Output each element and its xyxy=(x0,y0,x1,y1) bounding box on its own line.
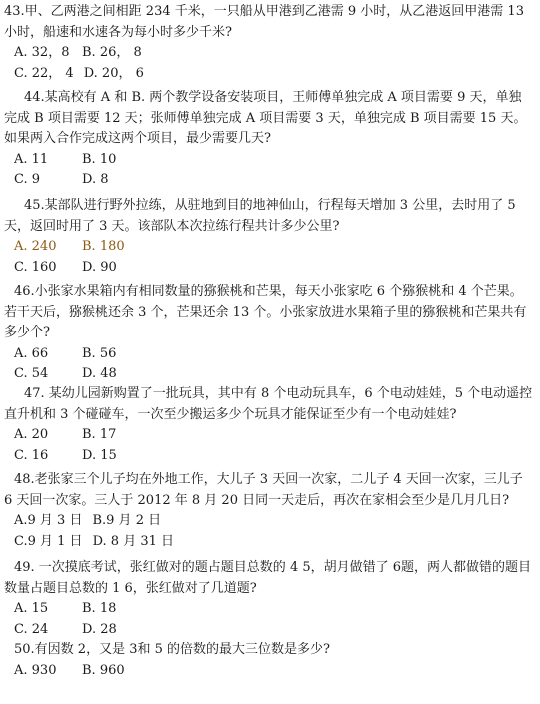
option-d: D. 28 xyxy=(82,621,117,637)
option-d: D. 15 xyxy=(82,447,117,463)
option-c: C. 54 xyxy=(14,366,49,381)
option-d: D. 8 月 31 日 xyxy=(92,533,174,549)
question-stem: 46.小张家水果箱内有相同数量的猕猴桃和芒果，每天小张家吃 6 个猕猴桃和 4 个芒果。若干天后，猕猴桃还余 3 个，芒果还余 13 个。小张家放进水果箱子里的猕猴桃和芒果共有多少个? xyxy=(4,284,527,340)
question-43 xyxy=(4,2,534,84)
question-stem: 50.有因数 2，又是 3和 5 的倍数的最大三位数是多少? xyxy=(14,642,330,657)
options-row xyxy=(4,43,534,64)
options-row xyxy=(4,237,534,258)
option-b: B.9 月 2 日 xyxy=(92,513,162,528)
options-row xyxy=(4,364,534,385)
question-49 xyxy=(4,558,534,640)
question-44 xyxy=(4,88,534,191)
question-stem: 49. 一次摸底考试，张红做对的题占题目总数的 4 5，胡月做错了 6题，两人都做错的题目数量占题目总数的 1 6，张红做对了几道题? xyxy=(4,560,532,596)
option-d: D. 20， 6 xyxy=(83,65,144,81)
option-a: A. 20 xyxy=(14,427,49,442)
options-row xyxy=(4,661,534,682)
question-stem: 48.老张家三个儿子均在外地工作，大儿子 3 天回一次家，二儿子 4 天回一次家，三儿子 6 天回一次家。三人于 2012 年 8 月 20 日同一天走后，再次在家相会至少是几月几日? xyxy=(4,472,523,508)
option-b: B. 56 xyxy=(82,345,117,361)
options-row xyxy=(4,599,534,620)
options-row xyxy=(4,620,534,641)
question-stem: 47. 某幼儿园新购置了一批玩具，其中有 8 个电动玩具车，6 个电动娃娃，5 个电动遥控直升机和 3 个碰碰车，一次至少搬运多少个玩具才能保证至少有一个电动娃娃? xyxy=(4,386,533,422)
option-b: B. 10 xyxy=(82,151,117,167)
option-a: A. 930 xyxy=(14,662,57,678)
options-row xyxy=(4,446,534,467)
option-b: B. 18 xyxy=(82,601,117,616)
option-c: C. 16 xyxy=(14,447,49,463)
option-c: C. 9 xyxy=(14,172,41,187)
option-a: A. 32，8 xyxy=(14,45,70,60)
options-row xyxy=(4,258,534,279)
option-a: A. 15 xyxy=(14,601,49,616)
option-b: B. 180 xyxy=(82,239,125,254)
option-c: C.9 月 1 日 xyxy=(14,533,83,549)
options-row xyxy=(4,425,534,446)
options-row xyxy=(4,532,534,553)
question-46 xyxy=(4,282,534,385)
option-c: C. 160 xyxy=(14,259,57,275)
option-b: B. 960 xyxy=(82,662,125,678)
question-50 xyxy=(4,640,534,681)
option-b: B. 17 xyxy=(82,427,117,442)
question-stem: 43.甲、乙两港之间相距 234 千米，一只船从甲港到乙港需 9 小时，从乙港返回甲港需 13 小时，船速和水速各为每小时多少千米? xyxy=(4,4,524,40)
question-47 xyxy=(4,384,534,466)
option-a: A. 240 xyxy=(14,239,57,254)
option-d: D. 48 xyxy=(82,366,117,381)
options-row xyxy=(4,511,534,532)
option-d: D. 90 xyxy=(82,259,117,275)
options-row xyxy=(4,64,534,85)
options-row xyxy=(4,150,534,171)
option-c: C. 24 xyxy=(14,621,49,637)
question-stem: 45.某部队进行野外拉练，从驻地到目的地神仙山，行程每天增加 3 公里，去时用了 5 天，返回时用了 3 天。该部队本次拉练行程共计多少公里? xyxy=(4,198,516,234)
option-c: C. 22， 4 xyxy=(14,65,74,81)
question-48 xyxy=(4,470,534,552)
question-stem: 44.某高校有 A 和 B. 两个教学设备安装项目，王师傅单独完成 A 项目需要 9 天，单独完成 B 项目需要 12 天；张师傅单独完成 A 项目需要 3 天，单独完成 B 项目需要 15 天。如果两入合作完成这两个项目，最少需要几天? xyxy=(4,90,527,146)
option-d: D. 8 xyxy=(82,172,109,187)
option-a: A. 66 xyxy=(14,345,49,361)
options-row xyxy=(4,344,534,365)
options-row xyxy=(4,170,534,191)
option-b: B. 26， 8 xyxy=(82,45,142,60)
option-a: A. 11 xyxy=(14,151,49,167)
question-45 xyxy=(4,196,534,278)
option-a: A.9 月 3 日 xyxy=(14,513,83,528)
